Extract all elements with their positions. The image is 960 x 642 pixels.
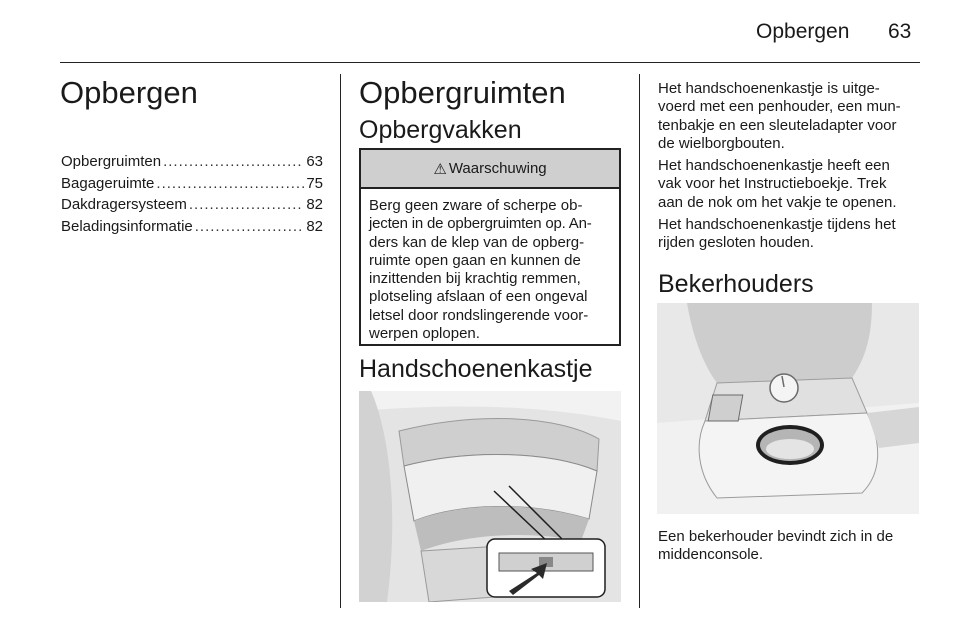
text-line: middenconsole. [658, 546, 764, 564]
toc-entry[interactable] [61, 216, 323, 238]
text-line: aan de nok om het vakje te openen. [658, 193, 897, 211]
subsection-title-opbergvakken: Opbergvakken [359, 116, 522, 144]
text-line: Het handschoenenkastje is uitge- [658, 80, 880, 97]
toc-leader-dots [195, 216, 305, 238]
text-line: tenbakje en een sleuteladapter voor [658, 116, 897, 134]
cupholder-drawing [657, 303, 919, 514]
text-line: voerd met een penhouder, een mun- [658, 98, 901, 116]
text-line: Het handschoenenkastje heeft een [658, 157, 890, 174]
cupholder-illustration [657, 303, 919, 514]
warning-line: ders kan de klep van de opberg- [369, 233, 585, 251]
section-title-bekerhouders: Bekerhouders [658, 270, 814, 298]
text-line: vak voor het Instructieboekje. Trek [658, 175, 887, 193]
toc-entry[interactable] [61, 173, 323, 195]
toc-entry-label: Dakdragersysteem [61, 196, 187, 213]
glovebox-drawing [359, 391, 621, 602]
page-number: 63 [888, 20, 912, 43]
paragraph-manual-compartment [658, 157, 928, 212]
text-line: de wielborgbouten. [658, 134, 785, 152]
table-of-contents [61, 151, 323, 237]
section-title-handschoenenkastje: Handschoenenkastje [359, 355, 593, 383]
glovebox-illustration [359, 391, 621, 602]
text-line: Het handschoenenkastje tijdens het [658, 216, 896, 233]
warning-header [361, 150, 619, 189]
toc-leader-dots [156, 173, 304, 195]
text-line: rijden gesloten houden. [658, 234, 814, 252]
warning-triangle-icon: ⚠ [433, 160, 447, 178]
warning-text [361, 189, 619, 343]
warning-line: inzittenden bij krachtig remmen, [369, 270, 581, 288]
cupholder-caption [658, 528, 928, 565]
warning-line: plotseling afslaan of een ongeval [369, 288, 588, 306]
text-line: Een bekerhouder bevindt zich in de [658, 528, 894, 545]
toc-leader-dots [163, 151, 304, 173]
toc-entry-label: Bagageruimte [61, 174, 155, 192]
toc-entry[interactable] [61, 151, 323, 173]
running-header-title: Opbergen [756, 20, 850, 43]
toc-leader-dots [189, 194, 304, 216]
toc-entry-page: 63 [306, 153, 323, 170]
toc-entry-page: 75 [306, 174, 323, 192]
warning-heading: Waarschuwing [448, 160, 547, 177]
toc-entry-page: 82 [306, 217, 323, 235]
toc-entry-label: Beladingsinformatie [61, 217, 193, 235]
paragraph-glovebox-features [658, 80, 928, 153]
warning-line: jecten in de opbergruimten op. An- [369, 215, 592, 233]
warning-box [359, 148, 621, 346]
paragraph-keep-closed [658, 216, 928, 253]
section-title-opbergruimten: Opbergruimten [359, 75, 566, 110]
chapter-title: Opbergen [60, 75, 198, 110]
toc-entry-page: 82 [306, 196, 323, 213]
toc-entry-label: Opbergruimten [61, 153, 162, 170]
warning-line: Berg geen zware of scherpe ob- [369, 197, 583, 214]
toc-entry[interactable] [61, 194, 323, 216]
warning-line: letsel door rondslingerende voor- [369, 306, 589, 324]
warning-line: ruimte open gaan en kunnen de [369, 251, 581, 269]
header-rule [60, 62, 920, 63]
column-divider-left [340, 74, 341, 608]
column-divider-right [639, 74, 640, 608]
warning-line: werpen oplopen. [369, 325, 480, 343]
